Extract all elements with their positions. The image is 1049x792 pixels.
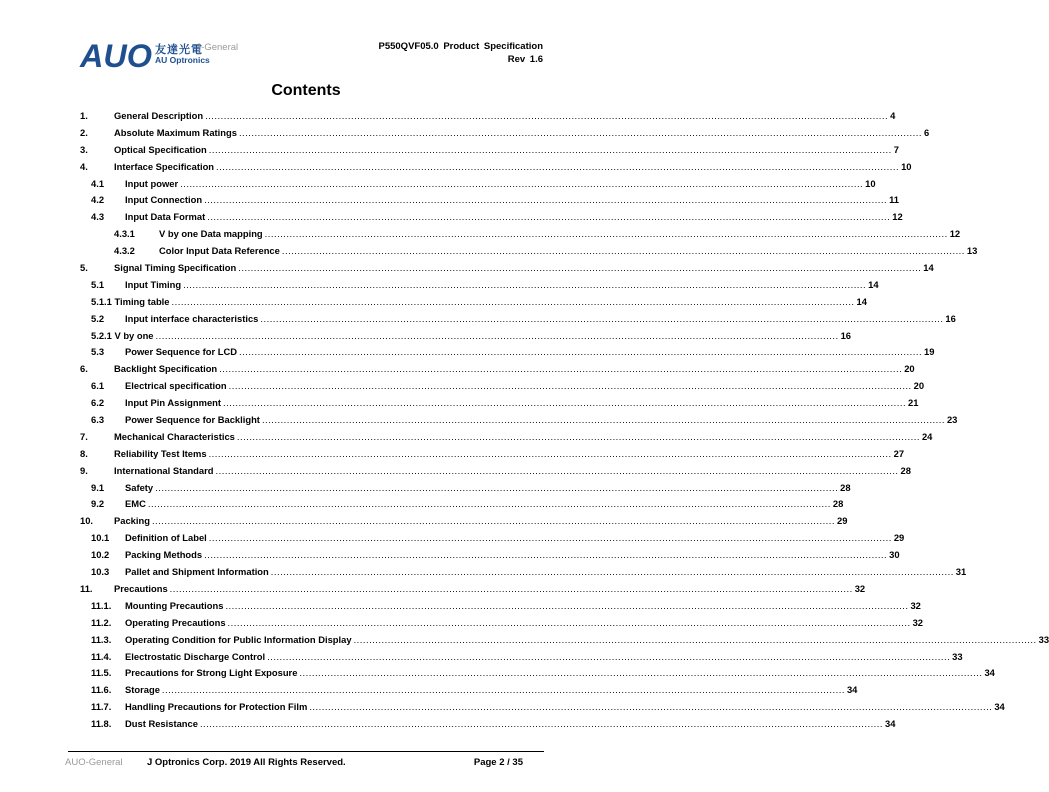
header-doc-info <box>379 40 544 66</box>
toc-dot-leader: ............................................................................................................................................................................................................................ <box>264 228 948 240</box>
toc-dot-leader: ............................................................................................................................................................................................................................ <box>309 701 993 713</box>
doc-revision: Rev 1.6 <box>507 54 543 65</box>
watermark-footer: AUO-General <box>65 757 123 768</box>
toc-entry[interactable] <box>80 278 879 296</box>
toc-dot-leader: ............................................................................................................................................................................................................................ <box>215 464 899 476</box>
toc-entry[interactable] <box>80 380 925 397</box>
toc-entry-page: 20 <box>913 380 925 392</box>
toc-entry[interactable] <box>80 633 1049 651</box>
toc-entry-page: 34 <box>884 718 896 730</box>
toc-entry-number: 10.3 <box>91 566 110 578</box>
toc-entry-label: Handling Precautions for Protection Film <box>125 701 308 713</box>
footer-divider <box>68 751 544 752</box>
toc-dot-leader: ............................................................................................................................................................................................................................ <box>204 194 888 206</box>
toc-entry-page: 10 <box>901 160 912 172</box>
toc-entry-page: 30 <box>889 549 900 561</box>
toc-dot-leader: ............................................................................................................................................................................................................................ <box>147 498 831 510</box>
toc-entry-number: 9.2 <box>91 498 105 510</box>
toc-entry-label: Mounting Precautions <box>125 599 224 611</box>
toc-entry-label: Electrostatic Discharge Control <box>125 650 266 662</box>
toc-entry-number: 10.1 <box>91 532 110 544</box>
toc-entry-label: Input interface characteristics <box>125 312 259 324</box>
toc-dot-leader: ............................................................................................................................................................................................................................ <box>236 430 920 442</box>
toc-entry-label: Safety <box>125 481 154 493</box>
toc-dot-leader: ............................................................................................................................................................................................................................ <box>155 481 839 493</box>
toc-entry-label: Electrical specification <box>125 380 227 392</box>
toc-entry-number: 5.1 <box>91 278 105 290</box>
toc-dot-leader: ............................................................................................................................................................................................................................ <box>207 211 891 223</box>
toc-entry-number: 11.6. <box>91 684 112 696</box>
toc-entry-number: 4. <box>80 160 88 172</box>
toc-entry-page: 28 <box>832 498 844 510</box>
toc-entry-page: 28 <box>840 481 851 493</box>
toc-entry-number: 11.5. <box>91 667 112 679</box>
toc-entry-page: 21 <box>908 397 919 409</box>
toc-entry-page: 12 <box>892 211 903 223</box>
toc-dot-leader: ............................................................................................................................................................................................................................ <box>151 515 835 527</box>
toc-entry[interactable] <box>80 397 919 414</box>
toc-entry[interactable] <box>80 295 867 313</box>
toc-dot-leader: ............................................................................................................................................................................................................................ <box>238 262 922 274</box>
toc-dot-leader: ............................................................................................................................................................................................................................ <box>171 295 855 307</box>
toc-entry-number: 11.7. <box>91 701 112 713</box>
toc-entry-number: 9.1 <box>91 481 105 493</box>
toc-entry-number: 3. <box>80 143 88 155</box>
toc-entry-label: Packing <box>114 515 150 527</box>
toc-dot-leader: ............................................................................................................................................................................................................................ <box>353 633 1037 645</box>
toc-entry[interactable] <box>80 346 935 363</box>
toc-entry-number: 6.2 <box>91 397 105 409</box>
toc-entry-page: 32 <box>910 599 921 611</box>
toc-entry-label: Definition of Label <box>125 532 207 544</box>
toc-dot-leader: ............................................................................................................................................................................................................................ <box>155 329 839 341</box>
toc-entry[interactable] <box>80 414 958 431</box>
toc-dot-leader: ............................................................................................................................................................................................................................ <box>199 718 883 730</box>
toc-entry-page: 10 <box>865 177 876 189</box>
toc-entry-page: 16 <box>945 312 956 324</box>
toc-entry-label: Power Sequence for LCD <box>125 346 238 358</box>
toc-entry-number: 5.2 <box>91 312 105 324</box>
toc-entry[interactable] <box>80 650 963 668</box>
toc-entry-number: 1. <box>80 110 88 121</box>
toc-entry-page: 23 <box>946 414 958 426</box>
toc-entry-label: Interface Specification <box>114 160 215 172</box>
toc-entry-label: Optical Specification <box>114 143 207 155</box>
toc-dot-leader: ............................................................................................................................................................................................................................ <box>223 397 907 409</box>
toc-entry-page: 31 <box>955 566 967 578</box>
toc-dot-leader: ............................................................................................................................................................................................................................ <box>260 312 944 324</box>
toc-entry-number: 9. <box>80 464 88 476</box>
toc-dot-leader: ............................................................................................................................................................................................................................ <box>238 126 922 138</box>
toc-entry[interactable] <box>80 430 933 448</box>
toc-entry-page: 34 <box>846 684 858 696</box>
toc-dot-leader: ............................................................................................................................................................................................................................ <box>227 616 911 628</box>
toc-entry[interactable] <box>80 110 896 127</box>
toc-dot-leader: ............................................................................................................................................................................................................................ <box>205 110 889 121</box>
toc-entry-page: 34 <box>994 701 1005 713</box>
toc-dot-leader: ............................................................................................................................................................................................................................ <box>281 245 965 257</box>
toc-entry[interactable] <box>80 211 903 228</box>
toc-entry-page: 29 <box>893 532 905 544</box>
toc-entry[interactable] <box>80 667 995 684</box>
table-of-contents <box>80 110 1049 735</box>
toc-entry-page: 13 <box>966 245 978 257</box>
toc-entry[interactable] <box>80 329 851 347</box>
toc-entry-number: 11.3. <box>91 633 112 645</box>
toc-entry-label: Absolute Maximum Ratings <box>114 126 237 138</box>
toc-entry-number: 11.2. <box>91 616 112 628</box>
toc-entry-page: 33 <box>1038 633 1049 645</box>
toc-entry-label: Operating Condition for Public Information Display <box>125 633 352 645</box>
toc-entry-label: EMC <box>125 498 146 510</box>
toc-entry[interactable] <box>80 143 899 161</box>
toc-entry-number: 6.1 <box>91 380 105 392</box>
toc-entry[interactable] <box>80 160 912 178</box>
toc-entry[interactable] <box>80 515 848 532</box>
toc-dot-leader: ............................................................................................................................................................................................................................ <box>299 667 983 679</box>
toc-entry-number: 11. <box>80 582 93 594</box>
toc-entry-label: Backlight Specification <box>114 363 218 375</box>
toc-entry-label: Dust Resistance <box>125 718 198 730</box>
toc-dot-leader: ............................................................................................................................................................................................................................ <box>225 599 909 611</box>
logo-chinese-name: 友達光電 <box>155 43 203 56</box>
toc-entry[interactable] <box>80 566 967 583</box>
toc-entry-page: 32 <box>854 582 866 594</box>
toc-entry-number: 4.3.2 <box>114 245 135 257</box>
toc-entry-label: Reliability Test Items <box>114 447 207 459</box>
toc-entry[interactable] <box>80 194 900 211</box>
toc-entry[interactable] <box>80 262 934 279</box>
toc-entry-number: 4.2 <box>91 194 105 206</box>
toc-entry-page: 6 <box>923 126 930 138</box>
toc-entry[interactable] <box>80 616 924 634</box>
toc-entry-page: 28 <box>900 464 911 476</box>
toc-dot-leader: ............................................................................................................................................................................................................................ <box>228 380 912 392</box>
toc-entry-page: 14 <box>923 262 934 274</box>
toc-entry-label: Power Sequence for Backlight <box>125 414 260 426</box>
toc-dot-leader: ............................................................................................................................................................................................................................ <box>239 346 923 358</box>
toc-entry[interactable] <box>80 599 921 617</box>
toc-entry-number: 4.1 <box>91 177 105 189</box>
toc-entry[interactable] <box>80 582 866 600</box>
doc-title: P550QVF05.0 Product Specification <box>378 41 543 52</box>
toc-entry-number: 6.3 <box>91 414 105 426</box>
toc-entry-label: Input Data Format <box>125 211 206 223</box>
toc-entry-number: 5. <box>80 262 88 274</box>
toc-dot-leader: ............................................................................................................................................................................................................................ <box>261 414 945 426</box>
toc-entry[interactable] <box>80 684 858 701</box>
toc-entry[interactable] <box>80 363 915 380</box>
toc-dot-leader: ............................................................................................................................................................................................................................ <box>204 549 888 561</box>
toc-entry-page: 29 <box>836 515 848 527</box>
toc-entry-number: 2. <box>80 126 88 138</box>
toc-dot-leader: ............................................................................................................................................................................................................................ <box>183 278 867 290</box>
toc-entry-label: Input Connection <box>125 194 203 206</box>
page-number: Page 2 / 35 <box>473 757 523 768</box>
toc-entry-page: 27 <box>893 447 905 459</box>
toc-entry-label: Packing Methods <box>125 549 203 561</box>
toc-entry-label: Precautions <box>114 582 168 594</box>
footer-copyright: J Optronics Corp. 2019 All Rights Reserved. <box>147 757 346 768</box>
toc-entry-label: Input Pin Assignment <box>125 397 222 409</box>
toc-entry-label: Mechanical Characteristics <box>114 430 235 442</box>
toc-entry-label: V by one Data mapping <box>159 228 263 240</box>
toc-dot-leader: ............................................................................................................................................................................................................................ <box>219 363 903 375</box>
toc-entry-number: 5.3 <box>91 346 105 358</box>
toc-dot-leader: ............................................................................................................................................................................................................................ <box>208 143 892 155</box>
toc-entry-label: 5.2.1 V by one <box>91 329 154 341</box>
toc-entry-number: 7. <box>80 430 88 442</box>
toc-entry-label: Input Timing <box>125 278 182 290</box>
toc-entry-label: Precautions for Strong Light Exposure <box>125 667 298 679</box>
toc-entry-label: Signal Timing Specification <box>114 262 237 274</box>
toc-dot-leader: ............................................................................................................................................................................................................................ <box>180 177 864 189</box>
toc-entry[interactable] <box>80 498 844 515</box>
svg-text:AUO: AUO <box>78 38 153 74</box>
page-header <box>0 0 612 80</box>
toc-entry[interactable] <box>80 126 930 144</box>
toc-entry-label: Storage <box>125 684 160 696</box>
toc-dot-leader: ............................................................................................................................................................................................................................ <box>169 582 853 594</box>
toc-dot-leader: ............................................................................................................................................................................................................................ <box>216 160 900 172</box>
toc-entry-page: 19 <box>924 346 935 358</box>
toc-entry-label: Input power <box>125 177 179 189</box>
toc-entry[interactable] <box>80 532 905 549</box>
toc-dot-leader: ............................................................................................................................................................................................................................ <box>270 566 954 578</box>
toc-entry-number: 4.3 <box>91 211 105 223</box>
toc-dot-leader: ............................................................................................................................................................................................................................ <box>208 447 892 459</box>
toc-entry-number: 10. <box>80 515 94 527</box>
toc-entry-number: 11.1. <box>91 599 112 611</box>
toc-entry-page: 20 <box>904 363 915 375</box>
toc-entry-label: General Description <box>114 110 204 121</box>
toc-entry-number: 8. <box>80 447 88 459</box>
toc-entry-label: Pallet and Shipment Information <box>125 566 269 578</box>
watermark-header: )-General <box>198 42 239 53</box>
page-title: Contents <box>271 82 341 99</box>
toc-entry[interactable] <box>80 464 911 482</box>
toc-entry-label: International Standard <box>114 464 214 476</box>
toc-entry[interactable] <box>80 312 956 330</box>
toc-entry-page: 4 <box>890 110 896 121</box>
toc-entry[interactable] <box>80 718 896 735</box>
toc-entry-number: 11.4. <box>91 650 112 662</box>
toc-entry-label: Operating Precautions <box>125 616 226 628</box>
toc-entry[interactable] <box>80 245 978 262</box>
toc-entry-page: 7 <box>893 143 899 155</box>
toc-entry[interactable] <box>80 549 900 566</box>
toc-entry-page: 14 <box>868 278 879 290</box>
toc-entry[interactable] <box>80 701 1005 718</box>
toc-entry[interactable] <box>80 447 905 465</box>
toc-entry-page: 16 <box>840 329 851 341</box>
toc-entry-number: 11.8. <box>91 718 112 730</box>
toc-entry[interactable] <box>80 228 961 245</box>
toc-entry[interactable] <box>80 177 876 195</box>
toc-entry-number: 6. <box>80 363 88 375</box>
toc-entry-label: Color Input Data Reference <box>159 245 280 257</box>
toc-entry-page: 33 <box>952 650 963 662</box>
toc-entry-page: 12 <box>949 228 961 240</box>
toc-entry-page: 11 <box>889 194 900 206</box>
auo-logo <box>78 38 153 74</box>
toc-entry-number: 4.3.1 <box>114 228 135 240</box>
toc-dot-leader: ............................................................................................................................................................................................................................ <box>208 532 892 544</box>
toc-entry-label: 5.1.1 Timing table <box>91 295 170 307</box>
toc-entry-page: 24 <box>921 430 933 442</box>
logo-english-name: AU Optronics <box>155 55 210 65</box>
toc-entry[interactable] <box>80 481 851 499</box>
toc-entry-number: 10.2 <box>91 549 110 561</box>
toc-entry-page: 34 <box>984 667 995 679</box>
toc-dot-leader: ............................................................................................................................................................................................................................ <box>267 650 951 662</box>
toc-entry-page: 14 <box>856 295 867 307</box>
toc-dot-leader: ............................................................................................................................................................................................................................ <box>161 684 845 696</box>
toc-entry-page: 32 <box>912 616 924 628</box>
